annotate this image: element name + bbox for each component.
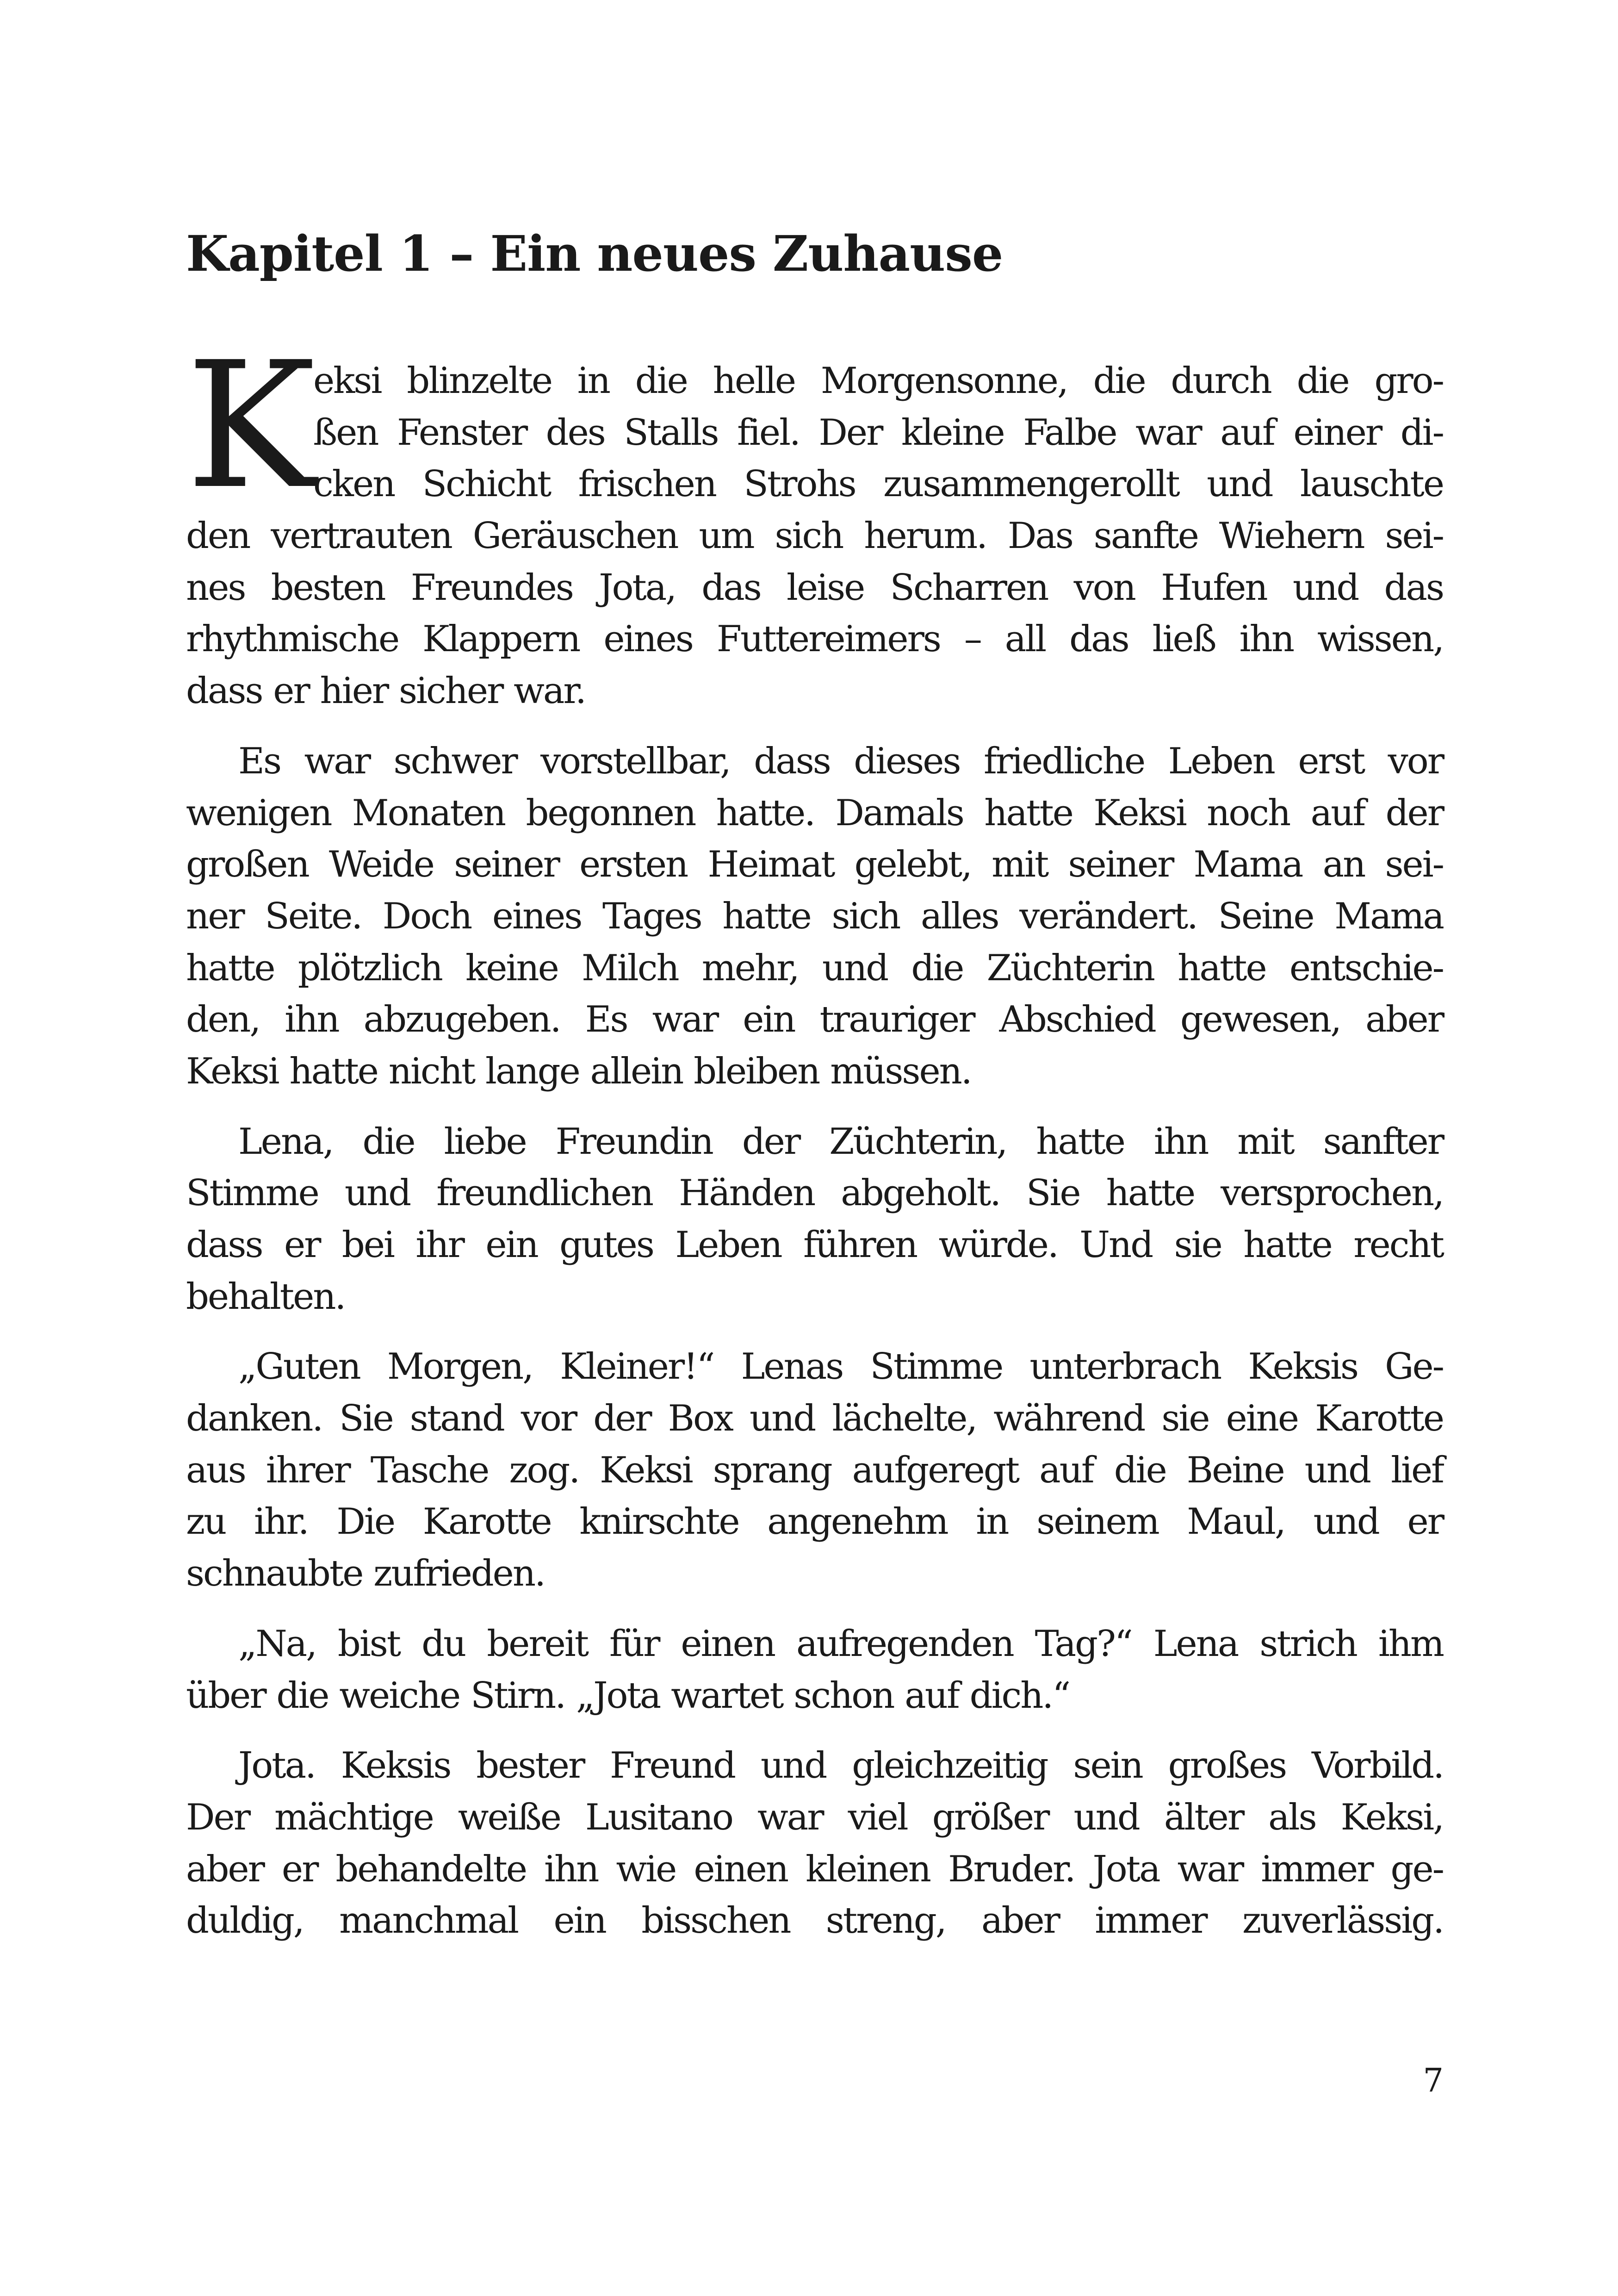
text-line: nes besten Freundes Jota, das leise Scharren von Hufen und das [186,566,1443,609]
text-line: wenigen Monaten begonnen hatte. Damals hatte Keksi noch auf der [186,792,1443,834]
paragraph [186,355,1443,717]
text-line: hatte plötzlich keine Milch mehr, und die Züchterin hatte entschie- [186,947,1443,989]
text-line: Der mächtige weiße Lusitano war viel größer und älter als Keksi, [186,1796,1443,1838]
text-line: ner Seite. Doch eines Tages hatte sich alles verändert. Seine Mama [186,895,1443,937]
text-line: Stimme und freundlichen Händen abgeholt. Sie hatte versprochen, [186,1172,1443,1214]
text-line: dass er bei ihr ein gutes Leben führen würde. Und sie hatte recht [186,1224,1443,1266]
text-line: eksi blinzelte in die helle Morgensonne, die durch die gro- [313,360,1443,402]
chapter-body [186,355,1443,1947]
text-line: rhythmische Klappern eines Futtereimers – all das ließ ihn wissen, [186,618,1443,660]
text-line: Keksi hatte nicht lange allein bleiben müssen. [186,1050,971,1092]
text-line: zu ihr. Die Karotte knirschte angenehm in seinem Maul, und er [186,1501,1443,1543]
text-line: dass er hier sicher war. [186,670,585,712]
paragraph [186,736,1443,1098]
text-line: schnaubte zufrieden. [186,1553,545,1595]
text-line: „Na, bist du bereit für einen aufregenden Tag?“ Lena strich ihm [238,1623,1443,1665]
text-line: Lena, die liebe Freundin der Züchterin, hatte ihn mit sanfter [238,1120,1443,1163]
text-line: den vertrauten Geräuschen um sich herum. Das sanfte Wiehern sei- [186,515,1443,557]
text-line: danken. Sie stand vor der Box und lächelte, während sie eine Karotte [186,1398,1443,1440]
paragraph [186,1116,1443,1323]
text-line: „Guten Morgen, Kleiner!“ Lenas Stimme unterbrach Keksis Ge- [238,1346,1443,1388]
text-line: aber er behandelte ihn wie einen kleinen Bruder. Jota war immer ge- [186,1848,1443,1890]
text-line: behalten. [186,1276,345,1318]
paragraph [186,1740,1443,1947]
text-line: über die weiche Stirn. „Jota wartet schon auf dich.“ [186,1674,1070,1717]
text-line: Jota. Keksis bester Freund und gleichzeitig sein großes Vorbild. [238,1745,1443,1787]
text-line: cken Schicht frischen Strohs zusammengerollt und lauschte [313,463,1443,505]
chapter-title: Kapitel 1 – Ein neues Zuhause [186,224,1003,282]
page-number: 7 [1423,2061,1444,2099]
text-line: den, ihn abzugeben. Es war ein trauriger Abschied gewesen, aber [186,999,1443,1041]
text-line: großen Weide seiner ersten Heimat gelebt, mit seiner Mama an sei- [186,844,1443,886]
paragraph [186,1341,1443,1599]
drop-cap: K [186,324,313,527]
paragraph [186,1618,1443,1722]
text-line: aus ihrer Tasche zog. Keksi sprang aufgeregt auf die Beine und lief [186,1449,1443,1491]
text-line: ßen Fenster des Stalls fiel. Der kleine Falbe war auf einer di- [313,411,1443,454]
text-line: Es war schwer vorstellbar, dass dieses friedliche Leben erst vor [238,740,1443,782]
text-line: duldig, manchmal ein bisschen streng, aber immer zuverlässig. [186,1900,1443,1942]
